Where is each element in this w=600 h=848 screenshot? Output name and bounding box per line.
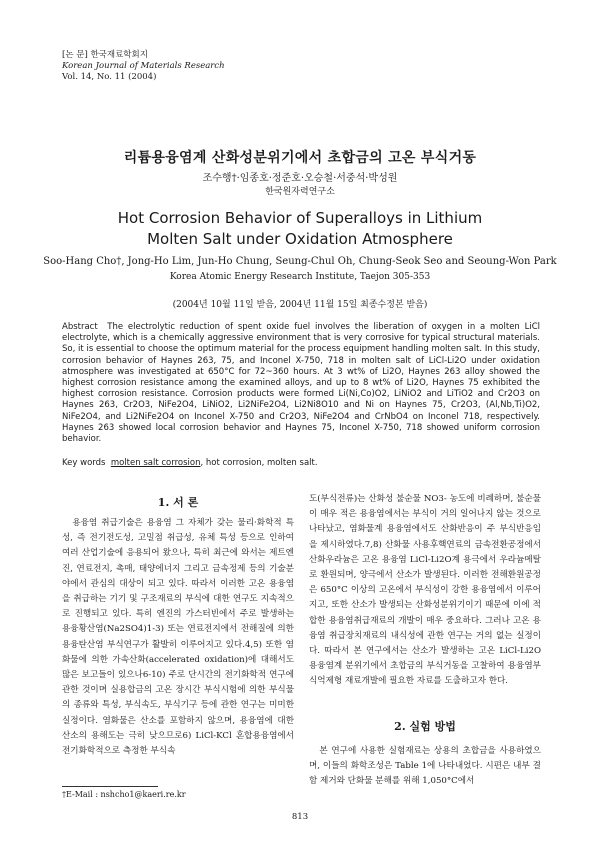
body-right-column	[309, 492, 541, 690]
journal-volume: Vol. 14, No. 11 (2004)	[62, 72, 157, 82]
english-affiliation: Korea Atomic Energy Research Institute, Taejon 305-353	[169, 272, 431, 282]
methods-paragraph: 본 연구에 사용한 실험재료는 상용의 초합금을 사용하였으며, 이들의 화학조성은 Table 1에 나타내었다. 시편은 내부 결함 제거와 단화물 분해를 위해 1,050°C에서	[309, 746, 541, 787]
intro-heading: 1. 서 론	[157, 496, 199, 509]
journal-name: Korean Journal of Materials Research	[62, 61, 225, 71]
korean-authors: 조수행†·임종호·정준호·오승철·서중석·박성원	[202, 173, 398, 184]
received-dates: (2004년 10월 11일 받음, 2004년 11월 15일 최종수정본 받음)	[172, 300, 428, 310]
korean-affiliation: 한국원자력연구소	[265, 187, 335, 197]
keywords	[62, 458, 540, 468]
journal-header	[62, 50, 225, 83]
methods-heading: 2. 실험 방법	[394, 720, 456, 733]
english-authors: Soo-Hang Cho†, Jong-Ho Lim, Jun-Ho Chung, Seung-Chul Oh, Chung-Seok Seo and Seoung-Won Park	[43, 256, 557, 267]
body-left-column	[62, 516, 294, 759]
footnote-rule	[62, 786, 158, 787]
keyword-first: molten salt corrosion	[110, 458, 201, 468]
methods-column	[309, 744, 541, 790]
intro-paragraph-1: 용융염 취급기술은 용융염 그 자체가 갖는 물리·화학적 특성, 즉 전기전도성, 고밀점 취급성, 유체 특성 등으로 인하여 여러 산업기술에 응용되어 왔으나, 특히 최근에 와서는 제트엔진, 연료전지, 촉매, 태양에너지 그리고 금속정제 등의 기술분야에서 관심의 대상이 되고 있다. 따라서 이러한 고온 용융염을 취급하는 기기 및 구조재료의 부식에 대한 연구도 지속적으로 진행되고 있다. 특히 엔진의 가스터빈에서 주로 발생하는 용융황산염(Na2SO4)1-3) 또는 연료전지에서 전해질에 의한 용융탄산염 부식연구가 활발히 이루어지고 있다.4,5) 또한 염화물에 의한 가속산화(accelerated oxidation)에 대해서도 많은 보고들이 있으나6-10) 주로 단시간의 전기화학적 연구에 관한 것이며 실용합금의 고온 장시간 부식시험에 의한 부식물의 종류와 특성, 부식속도, 부식기구 등에 관한 연구는 미미한 실정이다. 염화물은 산소를 포함하지 않으며, 용융염에 대한 산소의 용해도는 극히 낮으므로6) LiCl-KCl 혼합용융염에서 전기화학적으로 측정한 부식속	[62, 518, 294, 757]
abstract-label: Abstract	[62, 322, 98, 332]
journal-category: [논 문] 한국재료학회지	[62, 50, 148, 60]
korean-title: 리튬용융염계 산화성분위기에서 초합금의 고온 부식거동	[123, 150, 477, 166]
page-number: 813	[291, 812, 309, 822]
keywords-label: Key words	[62, 458, 106, 468]
abstract	[62, 322, 540, 445]
english-title	[0, 208, 600, 250]
keywords-rest: , hot corrosion, molten salt.	[200, 458, 318, 468]
intro-paragraph-2: 도(부식전류)는 산화성 불순물 NO3- 농도에 비례하며, 불순물이 매우 적은 용융염에서는 부식이 거의 일어나지 않는 것으로 나타났고, 염화물계 용융염에서도 산화반응이 주 부식반응임을 제시하였다.7,8) 산화물 사용후핵연료의 금속전환공정에서 산화우라늄은 고온 용융염 LiCl-Li2O계 용극에서 우라늄메탈로 환원되며, 양극에서 산소가 발생된다. 이러한 전해환원공정은 650°C 이상의 고온에서 부식성이 강한 용융염에서 이루어지고, 또한 산소가 발생되는 산화성분위기이기 때문에 이에 적합한 용융염취급재료의 개발이 매우 중요하다. 그러나 고온 용융염 취급장치재료의 내식성에 관한 연구는 거의 없는 실정이다. 따라서 본 연구에서는 산소가 발생하는 고온 LiCl-Li2O 용융염계 분위기에서 초합금의 부식거동을 고찰하여 용융염부식억제형 재료개발에 필요한 자료를 도출하고자 한다.	[309, 494, 541, 687]
footnote-email: †E-Mail : nshcho1@kaeri.re.kr	[62, 790, 186, 799]
english-title-line2: Molten Salt under Oxidation Atmosphere	[147, 230, 453, 248]
abstract-text: The electrolytic reduction of spent oxide fuel involves the liberation of oxygen in a molten LiCl electrolyte, which is a chemically aggressive environment that is very corrosive for typical structural materials. So, it is essential to choose the optimum material for the process equipment handling molten salt. In this study, corrosion behavior of Haynes 263, 75, and Inconel X-750, 718 in molten salt of LiCl-Li2O under oxidation atmosphere was investigated at 650°C for 72~360 hours. At 3 wt% of Li2O, Haynes 263 alloy showed the highest corrosion resistance among the examined alloys, and up to 8 wt% of Li2O, Haynes 75 exhibited the highest corrosion resistance. Corrosion products were formed Li(Ni,Co)O2, LiNiO2 and LiTiO2 and Cr2O3 on Haynes 263, Cr2O3, NiFe2O4, LiNiO2, Li2NiFe2O4, Li2Ni8O10 and Ni on Haynes 75, Cr2O3, (Al,Nb,Ti)O2, NiFe2O4, and Li2NiFe2O4 on Inconel X-750 and Cr2O3, NiFe2O4 and CrNbO4 on Inconel 718, respectively. Haynes 263 showed local corrosion behavior and Haynes 75, Inconel X-750, 718 showed uniform corrosion behavior.	[62, 322, 541, 445]
english-title-line1: Hot Corrosion Behavior of Superalloys in Lithium	[117, 209, 483, 227]
